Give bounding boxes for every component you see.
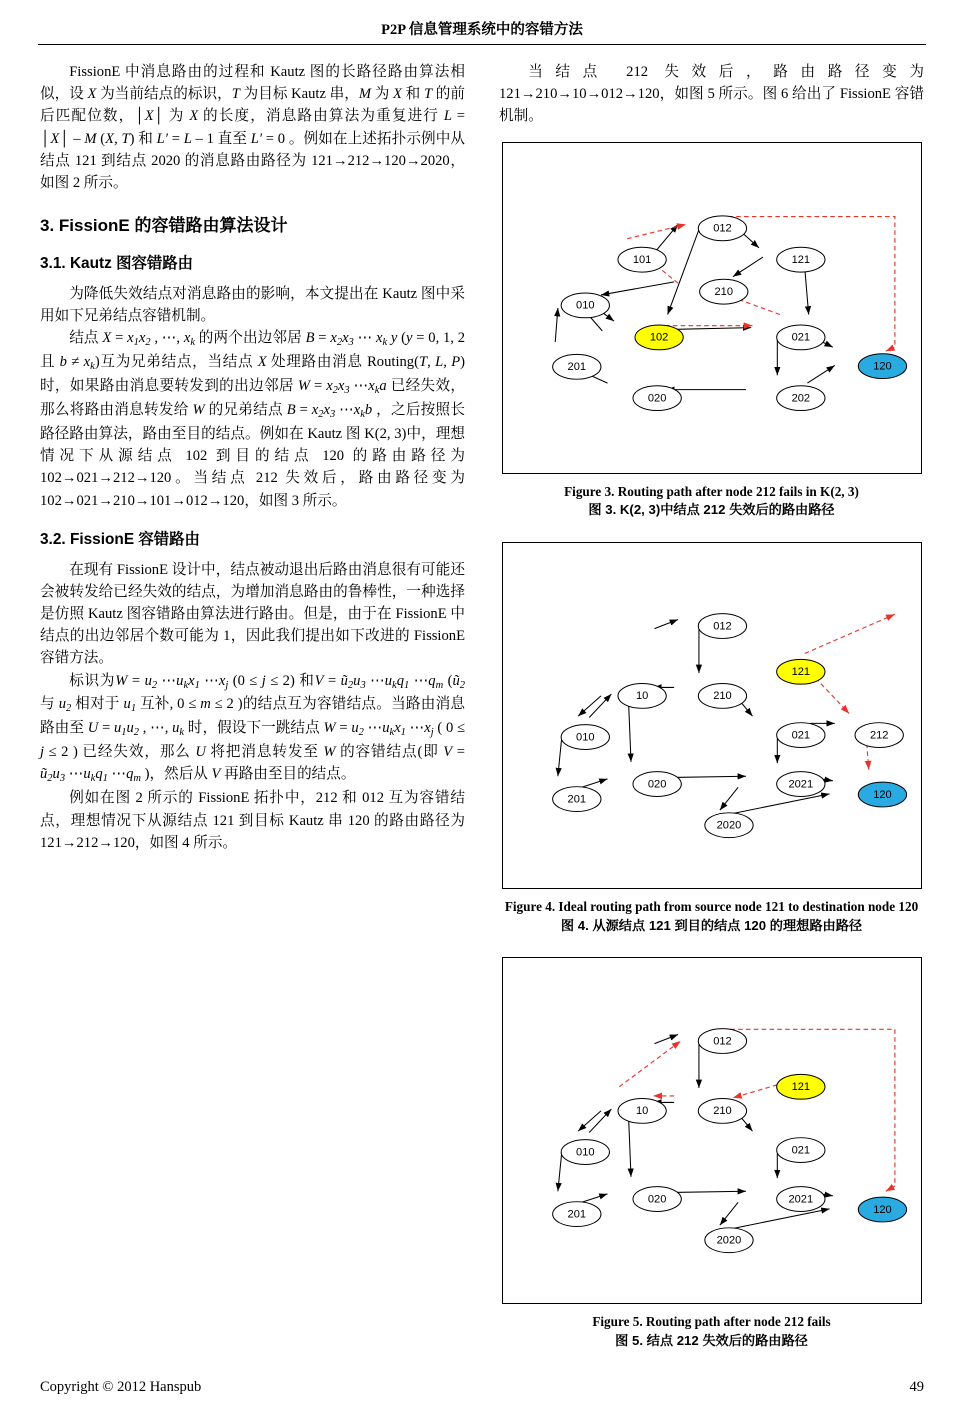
graph-node: [776, 1138, 824, 1163]
page-number: 49: [909, 1379, 924, 1395]
graph-node: [855, 723, 903, 748]
svg-text:121: 121: [791, 665, 810, 678]
two-column-layout: [40, 61, 924, 1373]
section-heading-3-1: 3.1. Kautz 图容错路由: [40, 255, 194, 273]
graph-node: [776, 772, 824, 797]
graph-node: [561, 292, 609, 317]
p5-d: 与: [40, 696, 59, 713]
p5-a: 标识为: [69, 672, 116, 689]
svg-text:120: 120: [872, 1204, 892, 1217]
graph-node: [776, 1075, 824, 1100]
copyright-text: Copyright © 2012 Hanspub: [40, 1379, 202, 1395]
graph-node: [704, 813, 752, 838]
paragraph-6: 例如在图 2 所示的 FissionE 拓扑中，212 和 012 互为容错结点，理想情况下从源结点 121 到目标 Kautz 串 120 的路由路径为 121→212→120，如图 4 所示。: [40, 790, 465, 851]
p3-h: ，之后按照长路径路由算法，路由至目的结点。例如在 Kautz 图 K(2, 3)中，理想情况下从源结点 102 到目的结点 120 的路由路径为 102→021→212→120。当结点 212 失效后，路由路径变为 102→021→210→101→012→120，如图 3 所示。: [40, 402, 465, 509]
right-paragraph-1: 当结点 212 失效后，路由路径变为 121→210→10→012→120，如图 5 所示。图 6 给出了 FissionE 容错机制。: [499, 64, 924, 125]
p1-e: 和: [401, 86, 424, 103]
svg-text:020: 020: [647, 1193, 666, 1206]
svg-text:201: 201: [567, 360, 586, 373]
p5-m: )，然后从: [141, 766, 212, 783]
p1-h: 的长度，消息路由算法为重复进行: [198, 108, 444, 125]
paragraph-1: FissionE 中消息路由的过程和 Kautz 图的长路径路由算法相似，设 X 为当前结点的标识，T 为目标 Kautz 串，M 为 X 和 T 的前后匹配位数，│X│ 为 X 的长度，消息路由算法为重复进行 L = │X│ – M (X, T) 和 L′ = L – 1 直至 L′ = 0 。例如在上述拓扑示例中从结点 121 到结点 2020 的消息路由路径为 121→212→120→2020，如图 2 所示。: [40, 64, 465, 191]
figure-5-block: [499, 957, 924, 1350]
p5-k: 将把消息转发至: [205, 744, 324, 761]
figure-4-image: [502, 542, 922, 889]
graph-node: [698, 1099, 746, 1124]
p1-j: 直至: [213, 130, 251, 147]
graph-node: [776, 247, 824, 272]
p3-g: 的兄弟结点: [204, 402, 287, 419]
graph-node: [698, 1029, 746, 1054]
graph-node: [776, 723, 824, 748]
page-footer: [40, 1379, 924, 1396]
svg-text:021: 021: [791, 331, 810, 344]
svg-text:201: 201: [567, 1208, 586, 1221]
svg-text:021: 021: [791, 1144, 810, 1157]
p1-d: 为: [371, 86, 394, 103]
p1-g: 为: [164, 108, 190, 125]
p3-c: 互为兄弟结点，当结点: [99, 354, 258, 371]
svg-text:012: 012: [712, 620, 732, 633]
running-head: P2P 信息管理系统中的容错方法: [381, 22, 583, 38]
section-heading-3: 3. FissionE 的容错路由算法设计: [40, 216, 288, 236]
p3-a: 结点: [69, 330, 103, 347]
svg-text:021: 021: [791, 729, 810, 742]
figure-4-block: [499, 542, 924, 935]
svg-text:121: 121: [791, 1081, 810, 1094]
svg-text:210: 210: [712, 690, 732, 703]
p3-f: 已经失效，那么将路由消息转发给: [40, 378, 466, 419]
svg-text:2021: 2021: [787, 778, 813, 791]
graph-node: [858, 782, 906, 807]
svg-text:020: 020: [647, 391, 666, 404]
svg-text:212: 212: [869, 729, 888, 742]
p1-a: FissionE 中消息路由的过程和 Kautz 图的长路径路由算法相似，设: [40, 64, 465, 103]
section-heading-3-2: 3.2. FissionE 容错路由: [40, 530, 200, 548]
svg-text:012: 012: [712, 222, 732, 235]
graph-node: [704, 1228, 752, 1253]
figure-4-caption-cn: 图 4. 从源结点 121 到目的结点 120 的理想路由路径: [560, 917, 863, 933]
right-column: [499, 61, 924, 1373]
svg-text:10: 10: [635, 1105, 648, 1118]
figure-5-graph: [503, 958, 921, 1303]
left-column: [40, 61, 465, 854]
figure-3-caption-en: Figure 3. Routing path after node 212 fails in K(2, 3): [564, 483, 859, 499]
p5-n: 再路由至目的结点。: [220, 766, 356, 783]
svg-text:210: 210: [713, 285, 733, 298]
svg-text:010: 010: [575, 731, 595, 744]
paragraph-3: 结点 $X = x_1x_2$ , ⋯, $x_k$ 的两个出边邻居 $B = x_2x_3$ ⋯ $x_k$ y (y = 0, 1, 2 且 $b \ne x_k$)互为兄弟结点，当结点 X 处理路由消息 Routing(T, L, P)时，如果路由消息要转发到的出边邻居 $W = x_2x_3$ $\cdots x_ka$ 已经失效，那么将路由消息转发给 W 的兄弟结点 $B = x_2x_3$ $\cdots x_kb$ ，之后按照长路径路由算法，路由至目的结点。例如在 Kautz 图 K(2, 3)中，理想情况下从源结点 102 到目的结点 120 的路由路径为 102→021→212→120。当结点 212 失效后，路由路径变为 102→021→210→101→012→120，如图 3 所示。: [40, 330, 466, 509]
p5-c: (: [443, 672, 453, 689]
graph-node: [552, 354, 600, 379]
graph-node: [699, 279, 747, 304]
graph-node: [776, 324, 824, 349]
header-divider: [38, 44, 926, 45]
graph-node: [617, 247, 665, 272]
p5-b: 和: [294, 672, 315, 689]
svg-text:2020: 2020: [716, 819, 741, 832]
p1-k: 。例如在上述拓扑示例中从结点 121 到结点 2020 的消息路由路径为 121→212→120→2020，如图 2 所示。: [40, 130, 465, 191]
figure-5-caption-cn: 图 5. 结点 212 失效后的路由路径: [615, 1333, 808, 1349]
p3-b: 的两个出边邻居: [195, 330, 306, 347]
figure-3-caption-cn: 图 3. K(2, 3)中结点 212 失效后的路由路径: [588, 502, 835, 518]
p5-g: )的结点互为容错结点。当路由消息路由至: [40, 696, 465, 737]
p5-i: (: [433, 720, 446, 737]
graph-node: [698, 614, 746, 639]
figure-3-nodes: [552, 215, 906, 410]
svg-text:10: 10: [635, 690, 648, 703]
svg-text:010: 010: [575, 1146, 595, 1159]
graph-node: [617, 1099, 665, 1124]
paragraph-2: 为降低失效结点对消息路由的影响，本文提出在 Kautz 图中采用如下兄弟结点容错机制。: [40, 286, 465, 325]
figure-5-nodes: [552, 1029, 906, 1253]
svg-text:120: 120: [872, 788, 892, 801]
figure-3-graph: [503, 143, 921, 473]
figure-4-caption-en: Figure 4. Ideal routing path from source node 121 to destination node 120: [504, 898, 919, 914]
graph-node: [698, 683, 746, 708]
p1-b: 为当前结点的标识，: [96, 86, 232, 103]
graph-node: [858, 353, 906, 378]
svg-text:2020: 2020: [716, 1234, 741, 1247]
p5-j: ) 已经失效，那么: [68, 744, 196, 761]
figure-3-block: [499, 142, 924, 520]
figure-5-image: [502, 957, 922, 1304]
figure-5-caption-en: Figure 5. Routing path after node 212 fails: [592, 1314, 831, 1330]
figure-4-graph: [503, 543, 921, 888]
svg-text:012: 012: [712, 1035, 732, 1048]
graph-node: [776, 385, 824, 410]
graph-node: [634, 324, 682, 349]
svg-text:2021: 2021: [787, 1193, 813, 1206]
graph-node: [632, 385, 680, 410]
p5-l: 的容错结点(即: [335, 744, 444, 761]
graph-node: [858, 1198, 906, 1223]
p1-c: 为目标 Kautz 串，: [239, 86, 359, 103]
p3-e: )时，如果路由消息要转发到的出边邻居: [40, 354, 466, 395]
figure-4-nodes: [552, 614, 906, 838]
svg-text:101: 101: [632, 253, 651, 266]
paragraph-5: 标识为$W = u_2$ $\cdots u_kx_1$ $\cdots x_j$ (0 ≤ j ≤ 2) 和$V = ũ_2u_3$ $\cdots u_kq_1$ $\cdots q_m$ ($ũ_2$ 与 $u_2$ 相对于 $u_1$ 互补, 0 ≤ m ≤ 2 )的结点互为容错结点。当路由消息路由至 $U = u_1u_2$ , ⋯, $u_k$ 时，假设下一跳结点 $W = u_2$ $\cdots u_kx_1$ $\cdots x_j$ ( 0 ≤ j ≤ 2 ) 已经失效，那么 U 将把消息转发至 W 的容错结点(即 $V = ũ_2u_3$ $\cdots u_kq_1$ $\cdots q_m$ )，然后从 V 再路由至目的结点。: [40, 672, 466, 785]
svg-text:020: 020: [647, 778, 666, 791]
graph-node: [776, 1187, 824, 1212]
p5-e: 相对于: [71, 696, 124, 713]
p1-f: 的前后匹配位数，: [40, 86, 465, 125]
graph-node: [698, 215, 746, 240]
paragraph-4: 在现有 FissionE 设计中，结点被动退出后路由消息很有可能还会被转发给已经失效的结点，为增加消息路由的鲁棒性，一种选择是仿照 Kautz 图容错路由算法进行路由。但是，由于在 FissionE 中结点的出边邻居个数可能为 1，因此我们提出如下改进的 FissionE 容错方法。: [40, 561, 465, 667]
svg-text:210: 210: [712, 1105, 732, 1118]
svg-text:102: 102: [649, 331, 668, 344]
svg-text:121: 121: [791, 253, 810, 266]
figure-3-caption: [499, 483, 924, 520]
graph-node: [561, 1140, 609, 1165]
p5-f: 互补,: [136, 696, 178, 713]
graph-node: [552, 1202, 600, 1227]
graph-node: [617, 683, 665, 708]
svg-text:202: 202: [791, 391, 810, 404]
graph-node: [776, 659, 824, 684]
graph-node: [552, 787, 600, 812]
graph-node: [632, 772, 680, 797]
svg-text:201: 201: [567, 793, 586, 806]
p3-d: 处理路由消息 Routing(: [266, 354, 419, 371]
p1-i: 和: [134, 130, 157, 147]
svg-text:010: 010: [575, 299, 595, 312]
figure-4-caption: [499, 898, 924, 935]
graph-node: [561, 725, 609, 750]
figure-3-image: [502, 142, 922, 474]
graph-node: [632, 1187, 680, 1212]
svg-text:120: 120: [872, 359, 892, 372]
p5-h: 时，假设下一跳结点: [184, 720, 324, 737]
figure-5-caption: [499, 1313, 924, 1350]
